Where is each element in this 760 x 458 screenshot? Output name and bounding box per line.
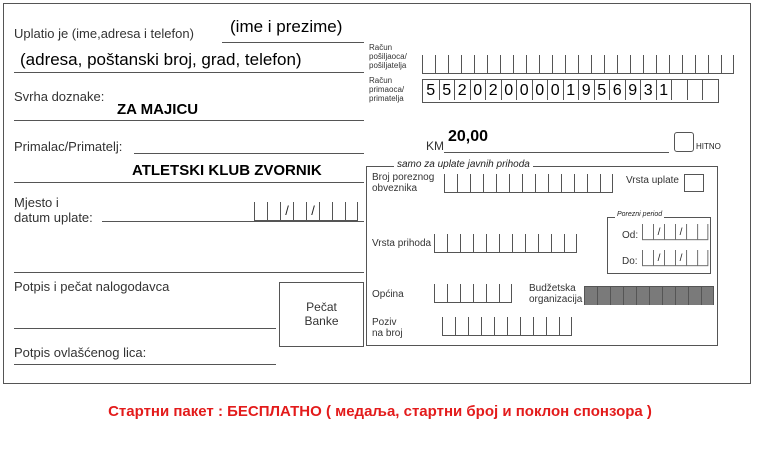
- budget-org-label: Budžetska organizacija: [529, 283, 583, 305]
- urgent-checkbox[interactable]: [674, 132, 694, 152]
- recipient-value: ATLETSKI KLUB ZVORNIK: [132, 162, 322, 179]
- municipality-boxes[interactable]: [434, 284, 512, 303]
- municipality-label: Općina: [372, 289, 404, 300]
- date-separator-1: /: [285, 203, 289, 218]
- from-label: Od:: [622, 230, 639, 241]
- payer-signature-label: Potpis i pečat nalogodavca: [14, 279, 170, 294]
- tax-id-boxes[interactable]: [444, 174, 613, 193]
- revenue-type-label: Vrsta prihoda: [372, 238, 432, 249]
- payer-name-value: (ime i prezime): [230, 17, 343, 36]
- urgent-label: HITNO: [696, 142, 721, 151]
- period-from-boxes[interactable]: / /: [642, 224, 708, 240]
- payment-type-label: Vrsta uplate: [626, 175, 679, 186]
- purpose-value: ZA MAJICU: [117, 101, 199, 118]
- authorized-signature-label: Potpis ovlašćenog lica:: [14, 345, 147, 360]
- budget-org-boxes: [584, 286, 714, 305]
- period-to-boxes[interactable]: / /: [642, 250, 708, 266]
- payment-slip: [3, 3, 751, 384]
- payer-label: Uplatio je (ime,adresa i telefon): [14, 26, 194, 41]
- place-date-label-1: Mjesto i: [14, 195, 59, 210]
- currency-label: KM: [426, 139, 444, 153]
- recipient-account-label: Račun primaoca/ primatelja: [369, 76, 405, 103]
- public-revenue-title: samo za uplate javnih prihoda: [394, 159, 533, 170]
- reference-label: Poziv na broj: [372, 317, 403, 339]
- bank-stamp-box: [279, 282, 364, 347]
- to-label: Do:: [622, 256, 638, 267]
- date-boxes[interactable]: [254, 202, 358, 221]
- date-separator-2: /: [311, 203, 315, 218]
- payer-account-boxes[interactable]: [422, 55, 734, 74]
- recipient-label: Primalac/Primatelj:: [14, 139, 123, 154]
- purpose-label: Svrha doznake:: [14, 89, 105, 104]
- place-date-label-2: datum uplate:: [14, 210, 93, 225]
- revenue-type-boxes[interactable]: [434, 234, 577, 253]
- payment-type-box[interactable]: [684, 174, 704, 192]
- footer-note: Стартни пакет : БЕСПЛАТНО ( медаља, стартни број и поклон спонзора ): [108, 403, 652, 420]
- stamp-line-2: Banke: [304, 314, 339, 328]
- recipient-account-field[interactable]: 5 5 2 0 2 0 0 0 0 1 9 5 6 9 3 1: [422, 79, 719, 103]
- payer-address-value: (adresa, poštanski broj, grad, telefon): [20, 50, 302, 69]
- stamp-line-1: Pečat: [306, 300, 337, 314]
- amount-value: 20,00: [448, 128, 489, 145]
- payer-account-label: Račun pošiljaoca/ pošiljatelja: [369, 43, 407, 70]
- tax-id-label: Broj poreznog obveznika: [372, 172, 435, 194]
- reference-boxes[interactable]: [442, 317, 572, 336]
- tax-period-label: Porezni period: [617, 211, 663, 218]
